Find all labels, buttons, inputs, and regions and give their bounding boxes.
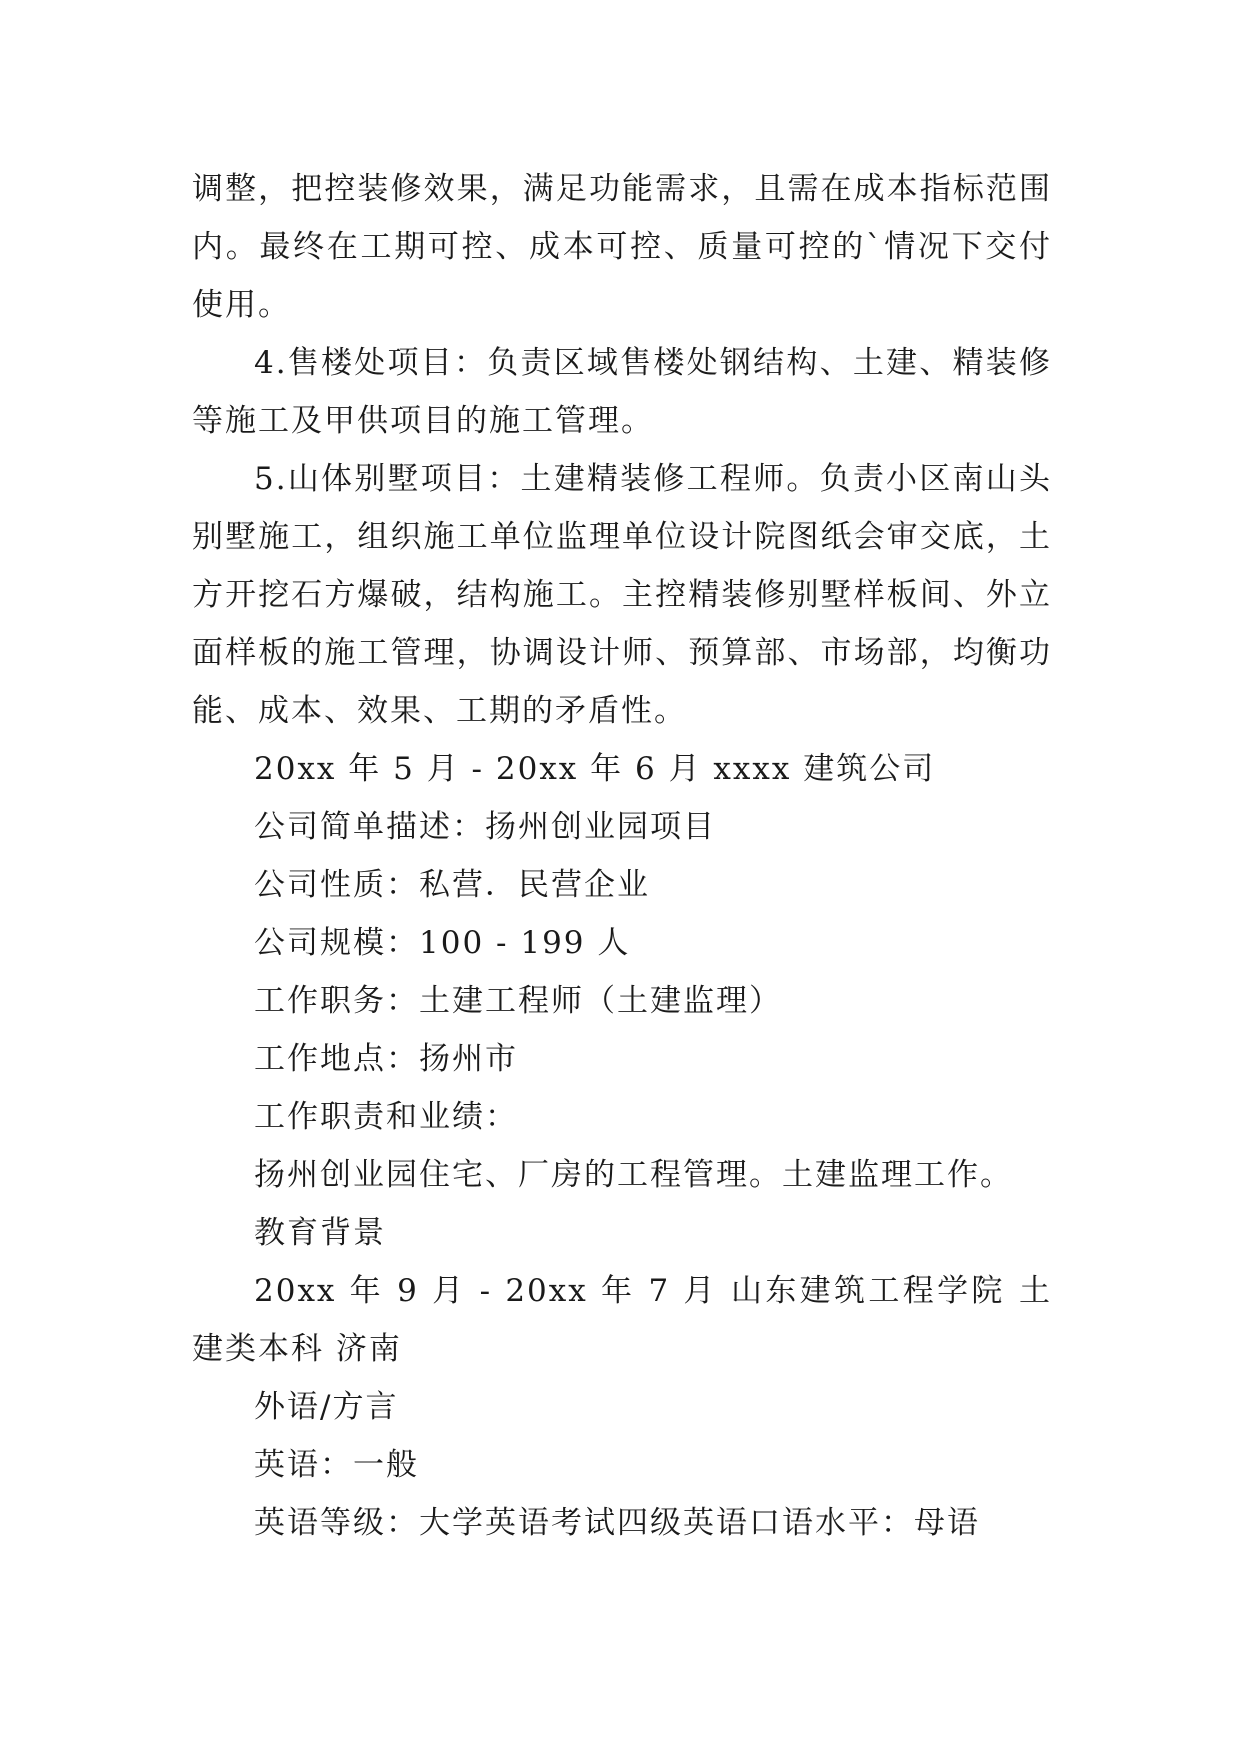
education-heading: 教育背景 — [254, 1215, 386, 1251]
paragraph-decoration-wrapup: 调整，把控装修效果，满足功能需求，且需在成本指标范围内。最终在工期可控、成本可控、质量可控的`情况下交付使用。 — [192, 171, 1052, 323]
education-entry: 20xx 年 9 月 - 20xx 年 7 月 山东建筑工程学院 土建类本科 济南 — [192, 1273, 1052, 1367]
duties-heading: 工作职责和业绩： — [254, 1099, 518, 1135]
paragraph-sales-office-project: 4.售楼处项目：负责区域售楼处钢结构、土建、精装修等施工及甲供项目的施工管理。 — [192, 345, 1052, 439]
company-type: 公司性质：私营．民营企业 — [254, 867, 650, 903]
duties-text: 扬州创业园住宅、厂房的工程管理。土建监理工作。 — [254, 1157, 1013, 1193]
document-page — [192, 160, 1052, 1552]
company-size: 公司规模：100 - 199 人 — [254, 925, 631, 961]
job-period: 20xx 年 5 月 - 20xx 年 6 月 xxxx 建筑公司 — [254, 751, 936, 787]
english-level: 英语等级：大学英语考试四级英语口语水平：母语 — [254, 1505, 980, 1541]
job-location: 工作地点：扬州市 — [254, 1041, 518, 1077]
language-heading: 外语/方言 — [254, 1389, 399, 1425]
english-ability: 英语：一般 — [254, 1447, 419, 1483]
paragraph-villa-project: 5.山体别墅项目：土建精装修工程师。负责小区南山头别墅施工，组织施工单位监理单位设计院图纸会审交底，土方开挖石方爆破，结构施工。主控精装修别墅样板间、外立面样板的施工管理，协调设计师、预算部、市场部，均衡功能、成本、效果、工期的矛盾性。 — [192, 461, 1052, 729]
company-description: 公司简单描述：扬州创业园项目 — [254, 809, 716, 845]
job-title: 工作职务：土建工程师（土建监理） — [254, 983, 782, 1019]
